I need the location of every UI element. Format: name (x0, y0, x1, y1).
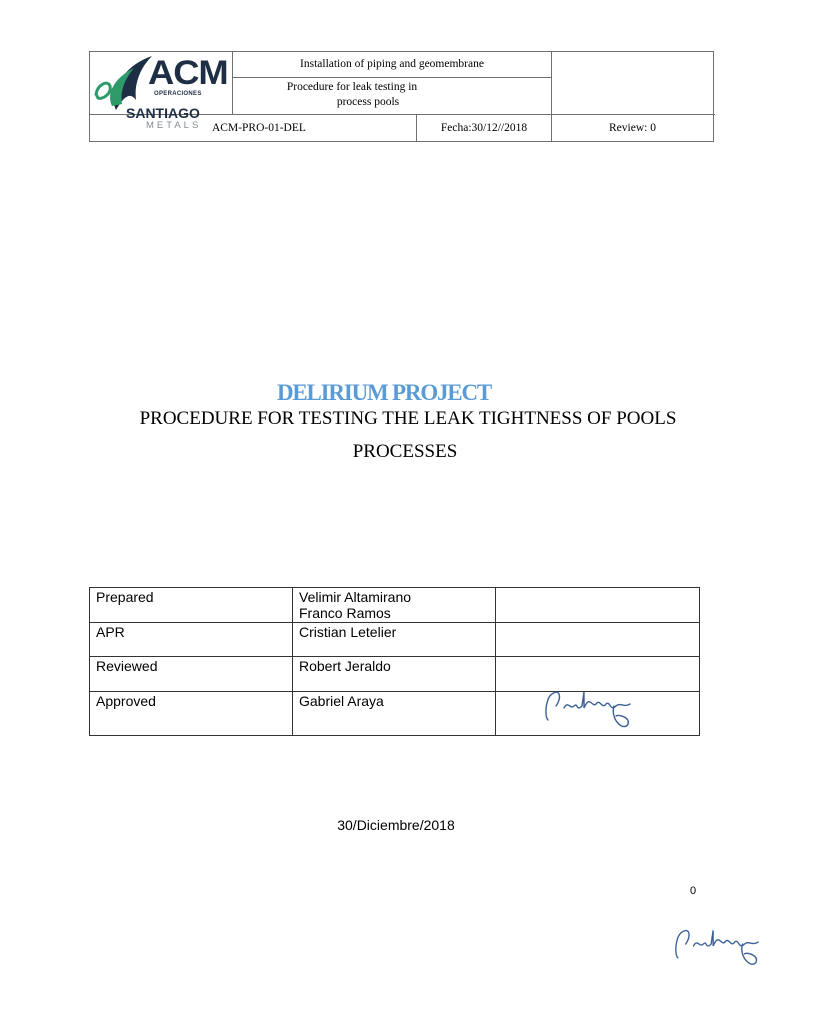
logo-text: ACM (148, 54, 228, 92)
subtitle-line-1: PROCEDURE FOR TESTING THE LEAK TIGHTNESS OF POOLS (139, 408, 677, 429)
page-number: 0 (690, 885, 697, 897)
logo-subtext: OPERACIONES (154, 91, 202, 97)
header-procedure (233, 78, 551, 114)
role-cell: Reviewed (90, 657, 293, 692)
parent-logo-subtext: METALS (146, 120, 202, 131)
project-title: DELIRIUM PROJECT (276, 380, 491, 405)
name-cell: Robert Jeraldo (293, 657, 496, 692)
document-code: ACM-PRO-01-DEL (212, 122, 306, 134)
subtitle-line-2: PROCESSES (352, 441, 458, 462)
document-header (89, 51, 714, 142)
signature-cell (496, 588, 700, 623)
name-line: Franco Ramos (299, 605, 391, 621)
handwritten-signature (670, 922, 768, 972)
parent-logo-text: SANTIAGO (126, 105, 200, 121)
role-cell: Approved (90, 692, 293, 736)
handwritten-signature (540, 684, 640, 734)
document-date: Fecha:30/12//2018 (440, 122, 528, 134)
procedure-line-1: Procedure for leak testing in (286, 81, 418, 93)
name-cell (293, 588, 496, 623)
role-cell: APR (90, 623, 293, 657)
document-review: Review: 0 (609, 122, 656, 134)
table-row (90, 588, 700, 623)
signature-cell (496, 623, 700, 657)
procedure-line-2: process pools (336, 96, 400, 108)
name-cell: Cristian Letelier (293, 623, 496, 657)
document-date-footer: 30/Diciembre/2018 (337, 817, 455, 833)
acm-swoosh-icon (94, 54, 154, 112)
table-row (90, 623, 700, 657)
name-cell: Gabriel Araya (293, 692, 496, 736)
header-title: Installation of piping and geomembrane (300, 58, 484, 70)
name-line: Velimir Altamirano (299, 589, 412, 605)
role-cell: Prepared (90, 588, 293, 623)
